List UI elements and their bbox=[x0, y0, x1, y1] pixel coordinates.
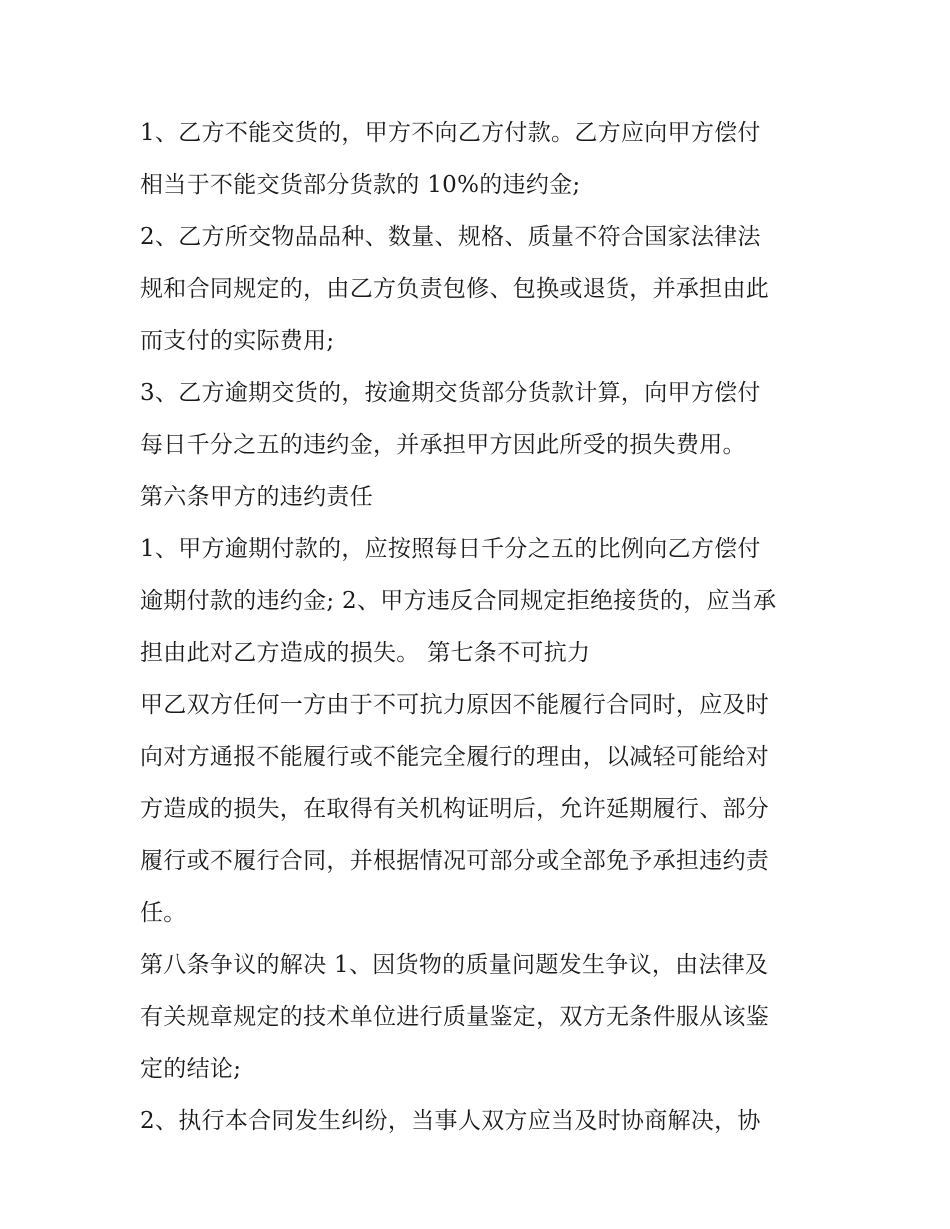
text-line: 2、执行本合同发生纠纷，当事人双方应当及时协商解决，协 bbox=[140, 1108, 761, 1134]
text-line: 规和合同规定的，由乙方负责包修、包换或退货，并承担由此 bbox=[140, 276, 770, 302]
text-line: 履行或不履行合同，并根据情况可部分或全部免予承担违约责 bbox=[140, 848, 770, 874]
text-line: 任。 bbox=[140, 900, 187, 926]
text-line: 1、甲方逾期付款的，应按照每日千分之五的比例向乙方偿付 bbox=[140, 536, 761, 562]
document-body bbox=[140, 107, 820, 1147]
text-line: 3、乙方逾期交货的，按逾期交货部分货款计算，向甲方偿付 bbox=[140, 380, 761, 406]
text-line: 逾期付款的违约金; 2、甲方违反合同规定拒绝接货的，应当承 bbox=[140, 588, 777, 614]
text-line: 向对方通报不能履行或不能完全履行的理由，以减轻可能给对 bbox=[140, 744, 770, 770]
text-line: 甲乙双方任何一方由于不可抗力原因不能履行合同时，应及时 bbox=[140, 692, 770, 718]
text-line: 第八条争议的解决 1、因货物的质量问题发生争议，由法律及 bbox=[140, 952, 769, 978]
section-heading: 第六条甲方的违约责任 bbox=[140, 484, 373, 510]
text-line: 方造成的损失，在取得有关机构证明后，允许延期履行、部分 bbox=[140, 796, 770, 822]
text-line: 有关规章规定的技术单位进行质量鉴定，双方无条件服从该鉴 bbox=[140, 1004, 770, 1030]
text-line: 担由此对乙方造成的损失。 第七条不可抗力 bbox=[140, 640, 591, 666]
text-line: 相当于不能交货部分货款的 10%的违约金; bbox=[140, 172, 581, 198]
text-line: 而支付的实际费用; bbox=[140, 328, 335, 354]
text-line: 1、乙方不能交货的，甲方不向乙方付款。乙方应向甲方偿付 bbox=[140, 120, 761, 146]
text-line: 定的结论; bbox=[140, 1056, 242, 1082]
text-line: 每日千分之五的违约金，并承担甲方因此所受的损失费用。 bbox=[140, 432, 746, 458]
text-line: 2、乙方所交物品品种、数量、规格、质量不符合国家法律法 bbox=[140, 224, 761, 250]
